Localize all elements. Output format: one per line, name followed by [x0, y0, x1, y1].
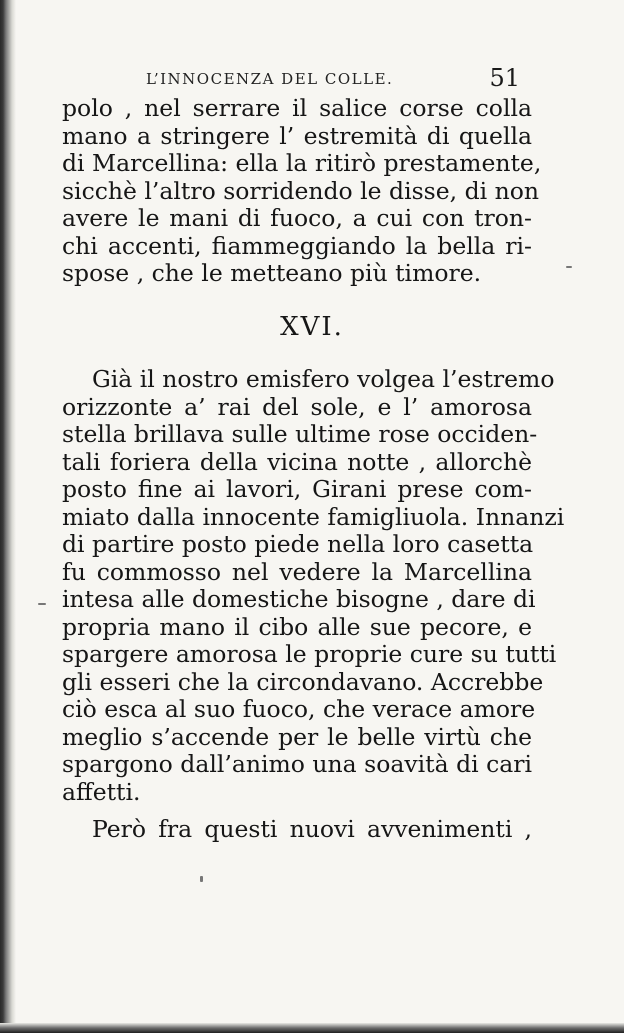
page-binding-edge — [0, 0, 16, 1033]
text-line: avere le mani di fuoco, a cui con tron- — [62, 204, 532, 232]
text-line: spose , che le metteano più timore. — [62, 259, 482, 287]
text-line: Però fra questi nuovi avvenimenti , — [92, 815, 532, 843]
page-header — [140, 64, 530, 94]
running-head: L’INNOCENZA DEL COLLE. — [146, 70, 394, 88]
page-number: 51 — [489, 64, 520, 92]
text-line: chi accenti, fiammeggiando la bella ri- — [62, 231, 532, 260]
paper-speck — [200, 876, 203, 882]
paper-speck — [566, 266, 572, 268]
paragraph-continued — [62, 94, 542, 288]
text-line: stella brillava sulle ultime rose occiden- — [62, 420, 538, 448]
text-line: Già il nostro emisfero volgea l’estremo — [92, 365, 555, 393]
page-bottom-edge — [0, 1023, 624, 1033]
text-line: propria mano il cibo alle sue pecore, e — [62, 612, 532, 641]
text-line: meglio s’accende per le belle virtù che — [62, 722, 532, 751]
text-line: spargono dall’animo una soavità di cari — [62, 750, 533, 778]
text-line: tali foriera della vicina notte , allorchè — [62, 447, 532, 476]
section-title: XVI. — [280, 312, 344, 342]
text-line: intesa alle domestiche bisogne , dare di — [62, 585, 536, 613]
text-line: affetti. — [62, 777, 141, 806]
paper-speck — [38, 603, 46, 605]
text-line: spargere amorosa le proprie cure su tutti — [62, 640, 557, 668]
text-line: mano a stringere l’ estremità di quella — [62, 121, 532, 150]
text-line: polo , nel serrare il salice corse colla — [62, 94, 532, 122]
paragraph-next — [62, 816, 532, 844]
text-line: ciò esca al suo fuoco, che verace amore — [62, 695, 536, 723]
text-line: di partire posto piede nella loro casetta — [62, 530, 534, 558]
text-line: gli esseri che la circondavano. Accrebbe — [62, 667, 544, 696]
text-line: sicchè l’altro sorridendo le disse, di non — [62, 176, 540, 205]
text-line: orizzonte a’ rai del sole, e l’ amorosa — [62, 392, 532, 421]
text-line: fu commosso nel vedere la Marcellina — [62, 557, 532, 586]
text-line: posto fine ai lavori, Girani prese com- — [62, 475, 532, 503]
text-line: miato dalla innocente famigliuola. Innanzi — [62, 502, 565, 531]
text-line: di Marcellina: ella la ritirò prestamente, — [62, 149, 542, 177]
paragraph-main — [62, 365, 565, 806]
